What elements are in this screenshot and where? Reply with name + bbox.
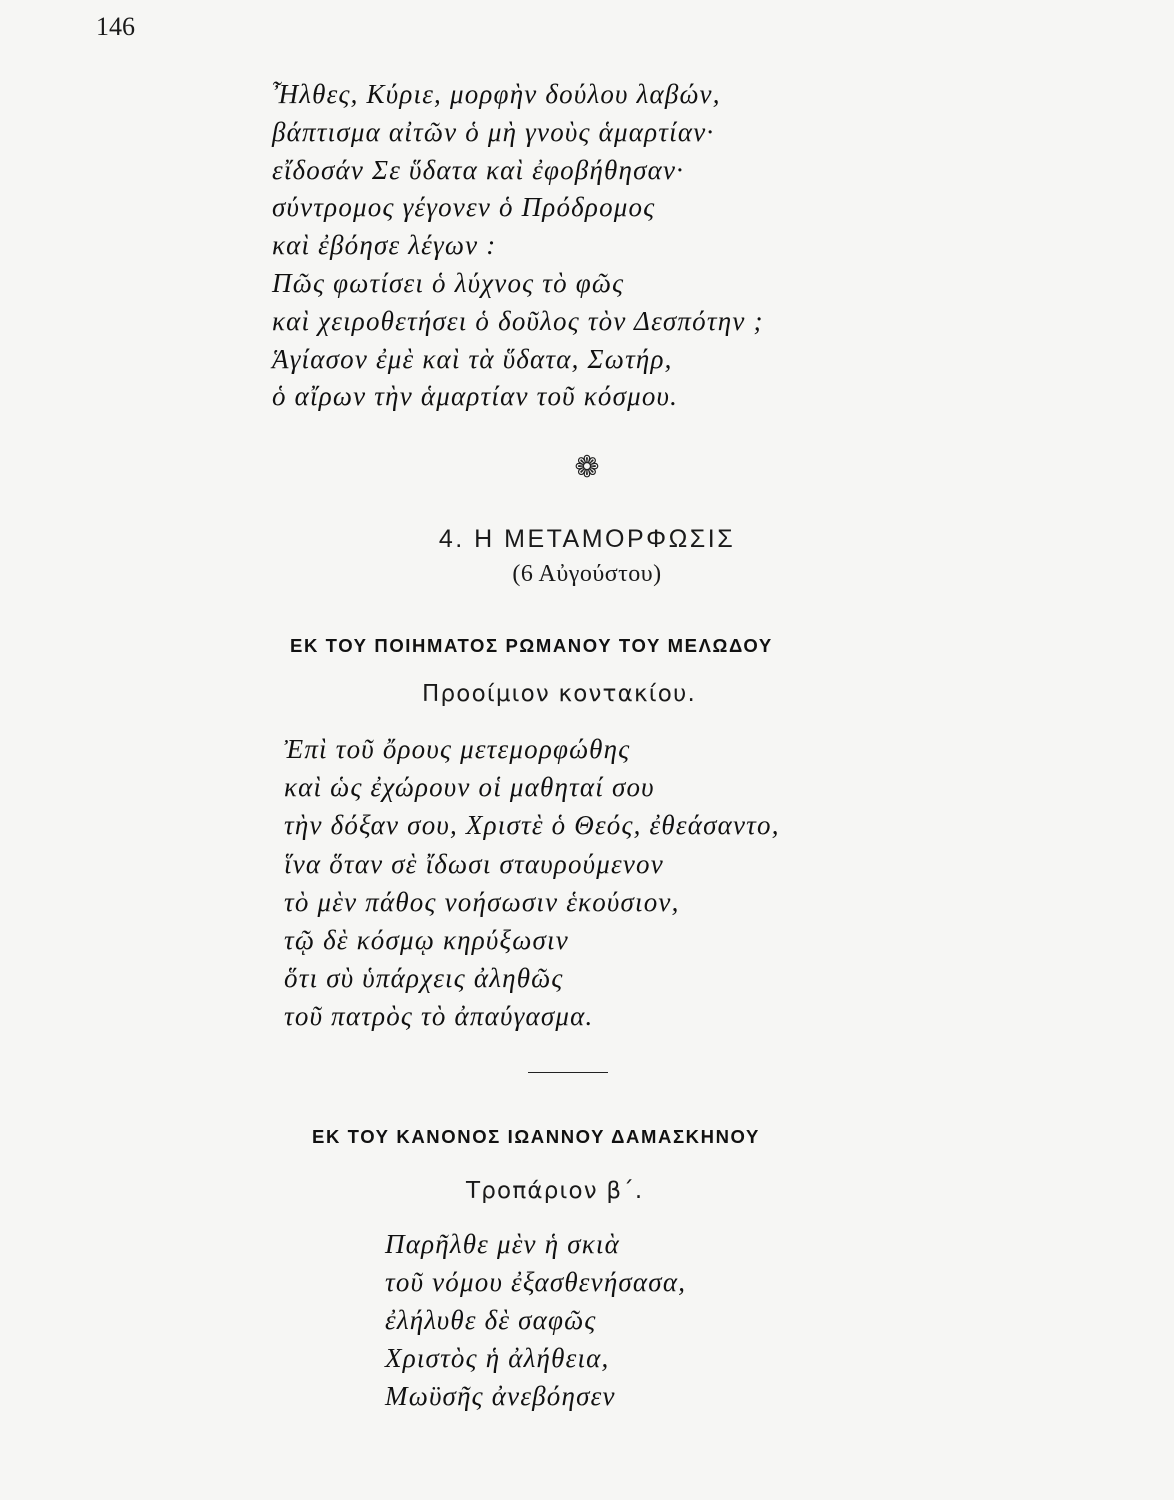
poem-line: εἴδοσάν Σε ὕδατα καὶ ἐφοβήθησαν· — [272, 154, 685, 185]
poem-line: τοῦ πατρὸς τὸ ἀπαύγασμα. — [284, 1001, 594, 1032]
subheading-prooimion: Προοίμιον κοντακίου. — [422, 681, 696, 707]
poem-line: βάπτισμα αἰτῶν ὁ μὴ γνοὺς ἁμαρτίαν· — [272, 116, 715, 147]
poem-line: σύντρομος γέγονεν ὁ Πρόδρομος — [272, 192, 656, 223]
poem-line: καὶ ἐβόησε λέγων : — [272, 230, 497, 261]
poem-line: Μωϋσῆς ἀνεβόησεν — [385, 1381, 616, 1411]
section-divider — [528, 1072, 608, 1073]
subheading-troparion: Τροπάριον β΄. — [466, 1178, 644, 1204]
poem-line: Παρῆλθε μὲν ἡ σκιὰ — [385, 1229, 620, 1259]
source-heading-romanos: ΕΚ ΤΟΥ ΠΟΙΗΜΑΤΟΣ ΡΩΜΑΝΟΥ ΤΟΥ ΜΕΛΩΔΟΥ — [290, 635, 773, 656]
poem-line: καὶ χειροθετήσει ὁ δοῦλος τὸν Δεσπότην ; — [272, 305, 764, 336]
section-title: 4. Η ΜΕΤΑΜΟΡΦΩΣΙΣ — [438, 525, 736, 553]
poem-line: τῷ δὲ κόσμῳ κηρύξωσιν — [284, 925, 569, 956]
poem-line: τὴν δόξαν σου, Χριστὲ ὁ Θεός, ἐθεάσαντο, — [284, 810, 780, 841]
page-number: 146 — [96, 12, 135, 41]
source-heading-damaskinos: ΕΚ ΤΟΥ ΚΑΝΟΝΟΣ ΙΩΑΝΝΟΥ ΔΑΜΑΣΚΗΝΟΥ — [312, 1126, 760, 1147]
flower-ornament-icon: ❁ — [574, 450, 600, 485]
poem-line: τὸ μὲν πάθος νοήσωσιν ἑκούσιον, — [284, 886, 680, 917]
poem-line: Χριστὸς ἡ ἀλήθεια, — [385, 1343, 610, 1373]
poem-line: ἐλήλυθε δὲ σαφῶς — [385, 1305, 597, 1335]
poem-line: Ἦλθες, Κύριε, μορφὴν δούλου λαβών, — [272, 79, 721, 109]
poem-line: ὅτι σὺ ὑπάρχεις ἀληθῶς — [284, 963, 564, 994]
poem-line: Πῶς φωτίσει ὁ λύχνος τὸ φῶς — [272, 267, 625, 298]
section-date: (6 Αὐγούστου) — [512, 561, 662, 587]
poem-line: καὶ ὡς ἐχώρουν οἱ μαθηταί σου — [284, 772, 655, 803]
hymn-apolytikion — [272, 76, 764, 416]
poem-line: ἵνα ὅταν σὲ ἴδωσι σταυρούμενον — [284, 848, 664, 879]
poem-line: τοῦ νόμου ἐξασθενήσασα, — [385, 1267, 687, 1297]
hymn-troparion — [385, 1225, 686, 1415]
hymn-kontakion — [284, 730, 780, 1036]
poem-line: ὁ αἴρων τὴν ἁμαρτίαν τοῦ κόσμου. — [272, 381, 679, 412]
poem-line: Ἐπὶ τοῦ ὄρους μετεμορφώθης — [284, 734, 631, 764]
poem-line: Ἁγίασον ἐμὲ καὶ τὰ ὕδατα, Σωτήρ, — [272, 343, 673, 374]
